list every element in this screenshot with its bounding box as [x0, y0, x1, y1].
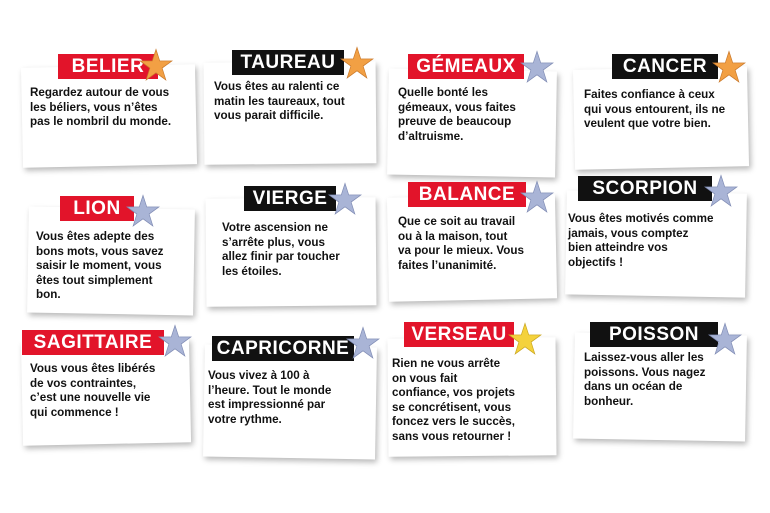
label-gemeaux: GÉMEAUX	[408, 54, 524, 79]
gold-star-icon	[340, 46, 374, 80]
gold-star-icon	[712, 50, 746, 84]
silver-star-icon	[346, 326, 380, 360]
text-verseau: Rien ne vous arrête on vous fait confiance, vos projets se concrétisent, vous foncez vers le succès, sans vous retourner !	[392, 356, 516, 443]
label-poisson: POISSON	[590, 322, 718, 347]
text-gemeaux: Quelle bonté les gémeaux, vous faites preuve de beaucoup d’altruisme.	[398, 85, 516, 143]
silver-star-icon	[708, 322, 742, 356]
label-scorpion: SCORPION	[578, 176, 712, 201]
label-cancer: CANCER	[612, 54, 718, 79]
silver-star-icon	[126, 194, 160, 228]
text-sagittaire: Vous vous êtes libérés de vos contraintes, c’est une nouvelle vie qui commence !	[30, 361, 156, 419]
label-capricorne: CAPRICORNE	[212, 336, 354, 361]
silver-star-icon	[520, 180, 554, 214]
silver-star-icon	[328, 182, 362, 216]
label-sagittaire: SAGITTAIRE	[22, 330, 164, 355]
silver-star-icon	[704, 174, 738, 208]
text-scorpion: Vous êtes motivés comme jamais, vous comptez bien atteindre vos objectifs !	[568, 211, 714, 269]
silver-star-icon	[520, 50, 554, 84]
text-belier: Regardez autour de vous les béliers, vous n’êtes pas le nombril du monde.	[30, 85, 172, 129]
text-vierge: Votre ascension ne s’arrête plus, vous allez finir par toucher les étoiles.	[222, 220, 340, 278]
text-balance: Que ce soit au travail ou à la maison, tout va pour le mieux. Vous faites l’unanimité.	[398, 214, 525, 272]
text-poisson: Laissez-vous aller les poissons. Vous nagez dans un océan de bonheur.	[584, 350, 706, 408]
label-lion: LION	[60, 196, 134, 221]
gold-star-icon	[139, 48, 173, 82]
label-verseau: VERSEAU	[404, 322, 514, 347]
yellow-star-icon	[508, 322, 542, 356]
label-vierge: VIERGE	[244, 186, 336, 211]
silver-star-icon	[158, 324, 192, 358]
text-lion: Vous êtes adepte des bons mots, vous savez saisir le moment, vous êtes tout simplement bon.	[36, 229, 164, 302]
label-belier: BELIER	[58, 54, 158, 79]
label-taureau: TAUREAU	[232, 50, 344, 75]
text-taureau: Vous êtes au ralenti ce matin les taureaux, tout vous parait difficile.	[214, 79, 345, 123]
text-capricorne: Vous vivez à 100 à l’heure. Tout le monde est impressionné par votre rythme.	[208, 368, 332, 426]
label-balance: BALANCE	[408, 182, 526, 207]
text-cancer: Faites confiance à ceux qui vous entourent, ils ne veulent que votre bien.	[584, 87, 726, 131]
